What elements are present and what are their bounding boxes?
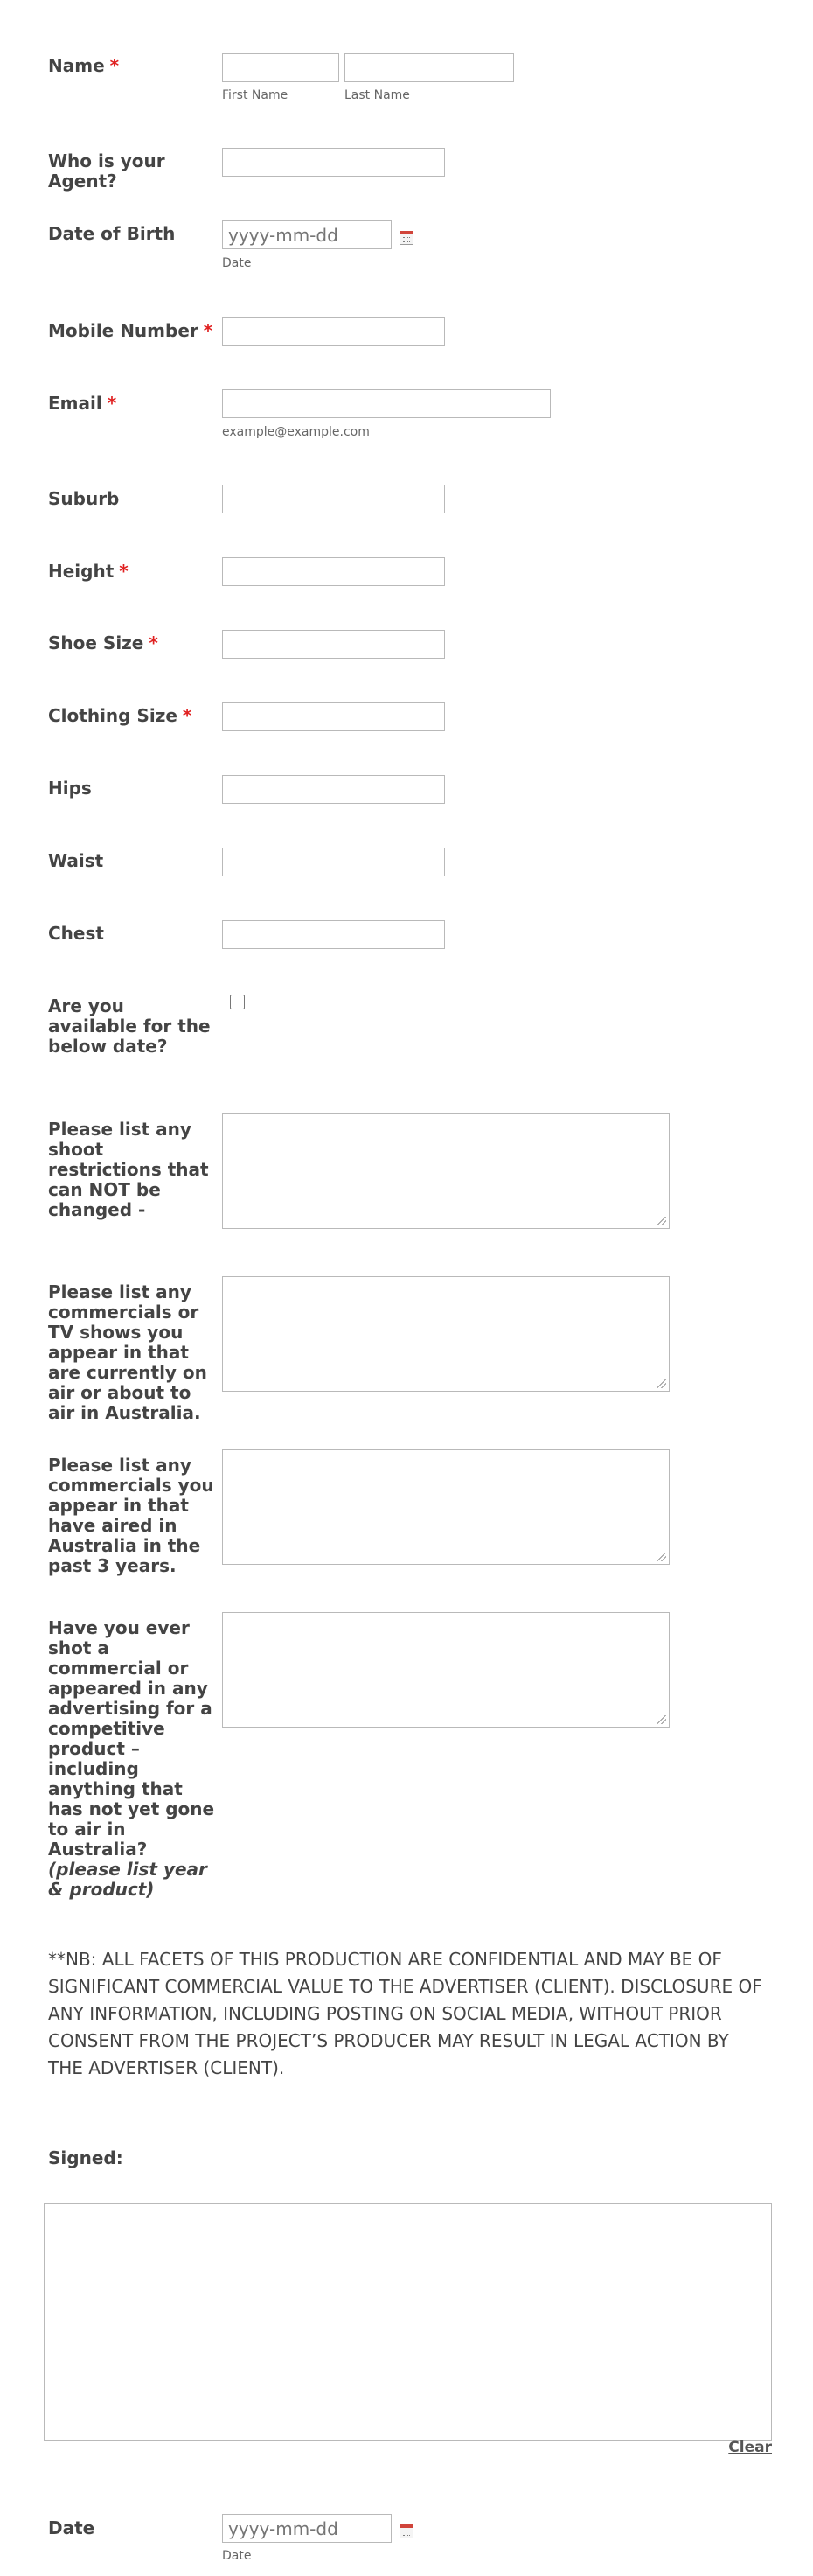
chest-label: Chest [48,923,104,944]
dob-input[interactable] [222,220,392,249]
shoe-size-label: Shoe Size * [48,632,158,653]
suburb-input[interactable] [222,485,445,513]
shoe-size-input[interactable] [222,630,445,659]
first-name-sublabel: First Name [222,88,288,102]
email-sublabel: example@example.com [222,425,370,439]
resize-handle-icon[interactable] [657,1379,666,1388]
calendar-icon[interactable] [400,2524,413,2538]
resize-handle-icon[interactable] [657,1217,666,1225]
clear-signature-link[interactable]: Clear [728,2439,772,2456]
height-label: Height * [48,561,129,582]
competitive-textarea[interactable] [222,1612,670,1728]
shoot-restrictions-label: Please list any shoot restrictions that can NOT be changed - [48,1119,209,1220]
waist-label: Waist [48,850,104,871]
required-marker: * [182,705,192,726]
past-commercials-textarea[interactable] [222,1449,670,1565]
date-sublabel: Date [222,2549,252,2563]
agent-label: Who is your Agent? [48,150,165,192]
competitive-label: Have you ever shot a commercial or appeared in any advertising for a competitive product – including anything that has not yet gone to air in Australia? (please list year & product) [48,1617,215,1900]
mobile-input[interactable] [222,317,445,346]
hips-input[interactable] [222,775,445,804]
competitive-label-note: (please list year & product) [48,1859,207,1900]
past-commercials-label: Please list any commercials you appear in that have aired in Australia in the past 3 years. [48,1455,214,1576]
resize-handle-icon[interactable] [657,1715,666,1724]
clothing-size-label: Clothing Size * [48,705,192,726]
chest-input[interactable] [222,920,445,949]
availability-label: Are you available for the below date? [48,995,211,1057]
email-label: Email * [48,393,117,414]
waist-input[interactable] [222,848,445,876]
dob-sublabel: Date [222,256,252,270]
resize-handle-icon[interactable] [657,1553,666,1561]
required-marker: * [149,632,158,653]
required-marker: * [107,393,117,414]
current-commercials-textarea[interactable] [222,1276,670,1392]
required-marker: * [203,320,213,341]
clothing-size-input[interactable] [222,702,445,731]
hips-label: Hips [48,778,92,799]
email-input[interactable] [222,389,551,418]
signature-label: Signed: [48,2147,123,2168]
date-label: Date [48,2517,95,2538]
last-name-input[interactable] [344,53,514,82]
date-input[interactable] [222,2514,392,2543]
dob-label: Date of Birth [48,223,176,244]
mobile-label: Mobile Number * [48,320,213,341]
suburb-label: Suburb [48,488,120,509]
last-name-sublabel: Last Name [344,88,410,102]
required-marker: * [119,561,129,582]
first-name-input[interactable] [222,53,339,82]
current-commercials-label: Please list any commercials or TV shows you appear in that are currently on air or about to air in Australia. [48,1281,207,1423]
signature-pad[interactable] [44,2203,772,2441]
required-marker: * [109,55,120,76]
availability-checkbox[interactable] [230,995,245,1009]
height-input[interactable] [222,557,445,586]
calendar-icon[interactable] [400,231,413,245]
name-label: Name * [48,55,120,76]
shoot-restrictions-textarea[interactable] [222,1113,670,1229]
confidentiality-notice: **NB: ALL FACETS OF THIS PRODUCTION ARE CONFIDENTIAL AND MAY BE OF SIGNIFICANT COMMERCIAL VALUE TO THE ADVERTISER (CLIENT). DISCLOSURE OF ANY INFORMATION, INCLUDING POSTING ON SOCIAL MEDIA, WITHOUT PRIOR CONSENT FROM THE PROJECT’S PRODUCER MAY RESULT IN LEGAL ACTION BY THE ADVERTISER (CLIENT). [48,1949,762,2078]
agent-input[interactable] [222,148,445,177]
